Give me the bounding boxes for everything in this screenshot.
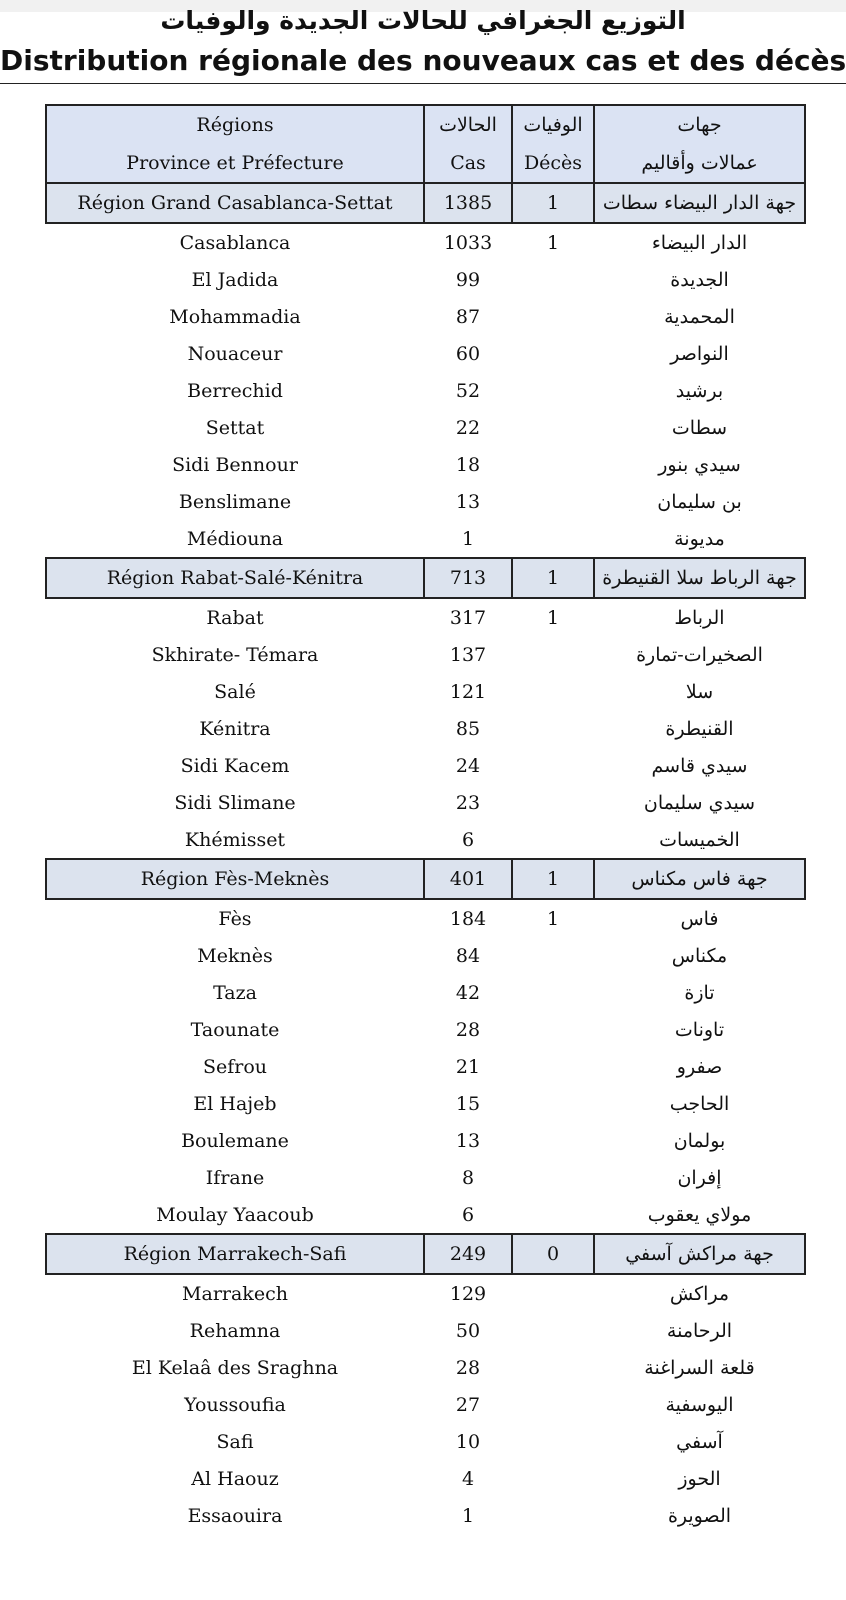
province-name-ar: الرباط bbox=[594, 598, 805, 636]
province-deaths bbox=[512, 446, 594, 483]
province-row bbox=[46, 1423, 805, 1460]
province-row bbox=[46, 1048, 805, 1085]
province-deaths bbox=[512, 1274, 594, 1312]
province-deaths bbox=[512, 1423, 594, 1460]
region-name-fr: Région Rabat-Salé-Kénitra bbox=[46, 558, 424, 598]
province-name-ar: الخميسات bbox=[594, 821, 805, 859]
province-name-ar: صفرو bbox=[594, 1048, 805, 1085]
province-name-ar: تازة bbox=[594, 974, 805, 1011]
province-deaths bbox=[512, 335, 594, 372]
province-name-ar: الحاجب bbox=[594, 1085, 805, 1122]
province-row bbox=[46, 1460, 805, 1497]
province-cases: 8 bbox=[424, 1159, 512, 1196]
province-name-ar: بن سليمان bbox=[594, 483, 805, 520]
province-name-fr: Moulay Yaacoub bbox=[46, 1196, 424, 1234]
province-name-fr: Sidi Slimane bbox=[46, 784, 424, 821]
province-row bbox=[46, 937, 805, 974]
province-row bbox=[46, 710, 805, 747]
province-name-ar: سيدي سليمان bbox=[594, 784, 805, 821]
province-name-fr: Taza bbox=[46, 974, 424, 1011]
province-deaths bbox=[512, 372, 594, 409]
province-name-fr: Al Haouz bbox=[46, 1460, 424, 1497]
province-row bbox=[46, 372, 805, 409]
region-name-fr: Région Grand Casablanca-Settat bbox=[46, 183, 424, 223]
province-cases: 121 bbox=[424, 673, 512, 710]
province-name-ar: قلعة السراغنة bbox=[594, 1349, 805, 1386]
province-name-fr: Rabat bbox=[46, 598, 424, 636]
province-cases: 87 bbox=[424, 298, 512, 335]
province-cases: 99 bbox=[424, 261, 512, 298]
province-name-fr: Boulemane bbox=[46, 1122, 424, 1159]
province-name-ar: مراكش bbox=[594, 1274, 805, 1312]
region-row bbox=[46, 859, 805, 899]
province-cases: 1 bbox=[424, 520, 512, 558]
province-deaths bbox=[512, 1122, 594, 1159]
region-deaths: 1 bbox=[512, 859, 594, 899]
province-cases: 84 bbox=[424, 937, 512, 974]
region-name-ar: جهة فاس مكناس bbox=[594, 859, 805, 899]
region-name-ar: جهة الدار البيضاء سطات bbox=[594, 183, 805, 223]
province-name-ar: الرحامنة bbox=[594, 1312, 805, 1349]
province-name-fr: Essaouira bbox=[46, 1497, 424, 1534]
province-name-ar: المحمدية bbox=[594, 298, 805, 335]
province-name-ar: الصخيرات-تمارة bbox=[594, 636, 805, 673]
province-name-fr: Médiouna bbox=[46, 520, 424, 558]
province-name-ar: سيدي قاسم bbox=[594, 747, 805, 784]
region-cases: 713 bbox=[424, 558, 512, 598]
province-cases: 4 bbox=[424, 1460, 512, 1497]
province-name-fr: Casablanca bbox=[46, 223, 424, 261]
province-row bbox=[46, 1011, 805, 1048]
title-divider bbox=[0, 83, 846, 84]
province-name-ar: إفران bbox=[594, 1159, 805, 1196]
province-cases: 6 bbox=[424, 821, 512, 859]
region-deaths: 1 bbox=[512, 183, 594, 223]
province-name-ar: بولمان bbox=[594, 1122, 805, 1159]
province-name-ar: الحوز bbox=[594, 1460, 805, 1497]
province-name-ar: اليوسفية bbox=[594, 1386, 805, 1423]
province-cases: 22 bbox=[424, 409, 512, 446]
province-deaths bbox=[512, 937, 594, 974]
province-row bbox=[46, 409, 805, 446]
header-cases: Cas bbox=[424, 144, 512, 183]
province-row bbox=[46, 899, 805, 937]
province-deaths bbox=[512, 520, 594, 558]
province-name-fr: Marrakech bbox=[46, 1274, 424, 1312]
province-row bbox=[46, 520, 805, 558]
province-name-ar: برشيد bbox=[594, 372, 805, 409]
province-name-fr: Nouaceur bbox=[46, 335, 424, 372]
regional-distribution-table bbox=[45, 104, 806, 1534]
province-name-fr: Kénitra bbox=[46, 710, 424, 747]
region-name-fr: Région Fès-Meknès bbox=[46, 859, 424, 899]
province-name-ar: مولاي يعقوب bbox=[594, 1196, 805, 1234]
province-deaths bbox=[512, 636, 594, 673]
header-deaths-ar: الوفيات bbox=[512, 105, 594, 144]
province-name-fr: Fès bbox=[46, 899, 424, 937]
province-row bbox=[46, 1122, 805, 1159]
province-cases: 15 bbox=[424, 1085, 512, 1122]
province-row bbox=[46, 1274, 805, 1312]
province-deaths: 1 bbox=[512, 223, 594, 261]
province-deaths bbox=[512, 261, 594, 298]
province-deaths bbox=[512, 1159, 594, 1196]
province-deaths bbox=[512, 1048, 594, 1085]
header-province-ar: عمالات وأقاليم bbox=[594, 144, 805, 183]
province-row bbox=[46, 261, 805, 298]
province-deaths bbox=[512, 1460, 594, 1497]
province-row bbox=[46, 1159, 805, 1196]
province-deaths bbox=[512, 673, 594, 710]
province-row bbox=[46, 483, 805, 520]
province-cases: 13 bbox=[424, 483, 512, 520]
province-cases: 184 bbox=[424, 899, 512, 937]
province-deaths: 1 bbox=[512, 899, 594, 937]
province-cases: 317 bbox=[424, 598, 512, 636]
province-name-fr: Ifrane bbox=[46, 1159, 424, 1196]
province-cases: 129 bbox=[424, 1274, 512, 1312]
province-name-fr: Salé bbox=[46, 673, 424, 710]
province-deaths bbox=[512, 1349, 594, 1386]
province-row bbox=[46, 1497, 805, 1534]
province-name-ar: الجديدة bbox=[594, 261, 805, 298]
province-cases: 27 bbox=[424, 1386, 512, 1423]
region-row bbox=[46, 558, 805, 598]
province-row bbox=[46, 598, 805, 636]
province-cases: 52 bbox=[424, 372, 512, 409]
region-name-ar: جهة مراكش آسفي bbox=[594, 1234, 805, 1274]
province-name-ar: مكناس bbox=[594, 937, 805, 974]
province-name-fr: Khémisset bbox=[46, 821, 424, 859]
title-arabic: التوزيع الجغرافي للحالات الجديدة والوفيات bbox=[160, 6, 686, 35]
province-cases: 21 bbox=[424, 1048, 512, 1085]
province-cases: 85 bbox=[424, 710, 512, 747]
province-name-ar: الدار البيضاء bbox=[594, 223, 805, 261]
province-name-fr: Rehamna bbox=[46, 1312, 424, 1349]
province-deaths bbox=[512, 1386, 594, 1423]
province-name-fr: Safi bbox=[46, 1423, 424, 1460]
province-deaths bbox=[512, 1312, 594, 1349]
title-french: Distribution régionale des nouveaux cas et des décès bbox=[0, 44, 846, 77]
province-cases: 50 bbox=[424, 1312, 512, 1349]
region-deaths: 1 bbox=[512, 558, 594, 598]
province-row bbox=[46, 1196, 805, 1234]
province-deaths bbox=[512, 710, 594, 747]
province-name-fr: Benslimane bbox=[46, 483, 424, 520]
province-cases: 24 bbox=[424, 747, 512, 784]
province-name-fr: Meknès bbox=[46, 937, 424, 974]
region-name-fr: Région Marrakech-Safi bbox=[46, 1234, 424, 1274]
province-row bbox=[46, 784, 805, 821]
region-row bbox=[46, 183, 805, 223]
province-row bbox=[46, 673, 805, 710]
province-row bbox=[46, 446, 805, 483]
header-deaths: Décès bbox=[512, 144, 594, 183]
province-deaths bbox=[512, 784, 594, 821]
province-name-fr: Sefrou bbox=[46, 1048, 424, 1085]
province-name-fr: El Kelaâ des Sraghna bbox=[46, 1349, 424, 1386]
province-cases: 60 bbox=[424, 335, 512, 372]
region-row bbox=[46, 1234, 805, 1274]
province-row bbox=[46, 335, 805, 372]
province-name-ar: فاس bbox=[594, 899, 805, 937]
province-cases: 42 bbox=[424, 974, 512, 1011]
province-cases: 13 bbox=[424, 1122, 512, 1159]
table-header-row-1 bbox=[46, 105, 805, 144]
region-cases: 1385 bbox=[424, 183, 512, 223]
province-name-ar: النواصر bbox=[594, 335, 805, 372]
province-cases: 1033 bbox=[424, 223, 512, 261]
province-row bbox=[46, 1386, 805, 1423]
region-name-ar: جهة الرباط سلا القنيطرة bbox=[594, 558, 805, 598]
province-name-ar: سطات bbox=[594, 409, 805, 446]
province-cases: 18 bbox=[424, 446, 512, 483]
province-row bbox=[46, 636, 805, 673]
province-row bbox=[46, 298, 805, 335]
header-cases-ar: الحالات bbox=[424, 105, 512, 144]
province-name-ar: تاونات bbox=[594, 1011, 805, 1048]
province-deaths bbox=[512, 1011, 594, 1048]
province-deaths bbox=[512, 483, 594, 520]
province-name-ar: سيدي بنور bbox=[594, 446, 805, 483]
province-name-fr: El Jadida bbox=[46, 261, 424, 298]
province-deaths bbox=[512, 1085, 594, 1122]
header-province-prefecture: Province et Préfecture bbox=[46, 144, 424, 183]
province-cases: 28 bbox=[424, 1349, 512, 1386]
province-name-ar: الصويرة bbox=[594, 1497, 805, 1534]
province-name-fr: Berrechid bbox=[46, 372, 424, 409]
province-cases: 6 bbox=[424, 1196, 512, 1234]
province-name-fr: Youssoufia bbox=[46, 1386, 424, 1423]
province-cases: 1 bbox=[424, 1497, 512, 1534]
province-deaths bbox=[512, 298, 594, 335]
province-name-fr: Settat bbox=[46, 409, 424, 446]
region-cases: 401 bbox=[424, 859, 512, 899]
province-cases: 23 bbox=[424, 784, 512, 821]
province-name-ar: آسفي bbox=[594, 1423, 805, 1460]
province-name-ar: سلا bbox=[594, 673, 805, 710]
province-name-fr: Sidi Bennour bbox=[46, 446, 424, 483]
province-row bbox=[46, 223, 805, 261]
province-row bbox=[46, 1349, 805, 1386]
province-cases: 137 bbox=[424, 636, 512, 673]
province-name-ar: القنيطرة bbox=[594, 710, 805, 747]
province-row bbox=[46, 821, 805, 859]
province-row bbox=[46, 747, 805, 784]
region-cases: 249 bbox=[424, 1234, 512, 1274]
province-deaths bbox=[512, 821, 594, 859]
table-header-row-2 bbox=[46, 144, 805, 183]
province-name-fr: El Hajeb bbox=[46, 1085, 424, 1122]
province-row bbox=[46, 1085, 805, 1122]
province-deaths: 1 bbox=[512, 598, 594, 636]
province-row bbox=[46, 1312, 805, 1349]
province-name-ar: مديونة bbox=[594, 520, 805, 558]
header-regions: Régions bbox=[46, 105, 424, 144]
province-name-fr: Mohammadia bbox=[46, 298, 424, 335]
province-name-fr: Skhirate- Témara bbox=[46, 636, 424, 673]
province-deaths bbox=[512, 1497, 594, 1534]
province-name-fr: Sidi Kacem bbox=[46, 747, 424, 784]
province-deaths bbox=[512, 747, 594, 784]
province-cases: 10 bbox=[424, 1423, 512, 1460]
province-deaths bbox=[512, 974, 594, 1011]
province-name-fr: Taounate bbox=[46, 1011, 424, 1048]
region-deaths: 0 bbox=[512, 1234, 594, 1274]
province-deaths bbox=[512, 1196, 594, 1234]
header-regions-ar: جهات bbox=[594, 105, 805, 144]
province-row bbox=[46, 974, 805, 1011]
province-cases: 28 bbox=[424, 1011, 512, 1048]
province-deaths bbox=[512, 409, 594, 446]
